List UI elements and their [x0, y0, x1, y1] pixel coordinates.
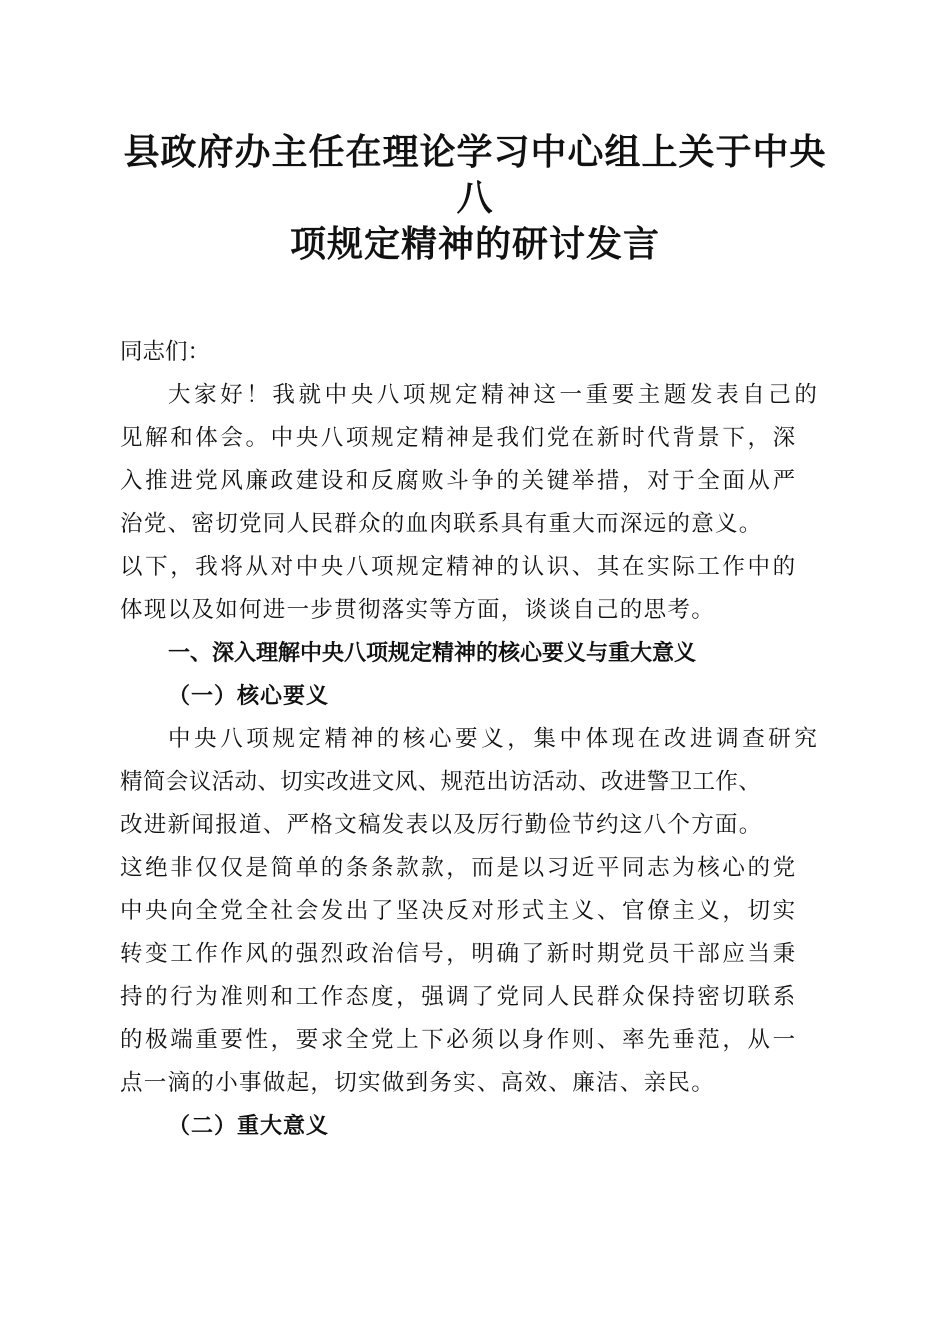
paragraph-line: 的极端重要性，要求全党上下必须以身作则、率先垂范，从一: [120, 1027, 798, 1053]
paragraph-line: 点一滴的小事做起，切实做到务实、高效、廉洁、亲民。: [120, 1070, 716, 1096]
paragraph-line: 以下，我将从对中央八项规定精神的认识、其在实际工作中的: [120, 554, 798, 580]
paragraph-line: 这绝非仅仅是简单的条条款款，而是以习近平同志为核心的党: [120, 855, 798, 881]
title-line: 项规定精神的研讨发言: [289, 224, 660, 265]
paragraph-line: 改进新闻报道、严格文稿发表以及厉行勤俭节约这八个方面。: [120, 812, 763, 838]
paragraph-line: 见解和体会。中央八项规定精神是我们党在新时代背景下，深: [120, 425, 798, 451]
salutation: 同志们：: [120, 339, 211, 365]
paragraph-line: 持的行为准则和工作态度，强调了党同人民群众保持密切联系: [120, 984, 798, 1010]
intro-paragraph: [120, 374, 830, 632]
title-line: 县政府办主任在理论学习中心组上关于中央八: [123, 132, 827, 219]
subsection-heading: （一）核心要义: [168, 683, 330, 709]
section-heading: 一、深入理解中央八项规定精神的核心要义与重大意义: [168, 641, 697, 666]
paragraph-line: 体现以及如何进一步贯彻落实等方面，谈谈自己的思考。: [120, 597, 716, 623]
core-paragraph: [120, 718, 830, 1105]
document-page: [120, 130, 830, 1148]
subsection-heading: （二）重大意义: [168, 1113, 330, 1139]
paragraph-line: 入推进党风廉政建设和反腐败斗争的关键举措，对于全面从严: [120, 468, 798, 494]
paragraph-line: 精简会议活动、切实改进文风、规范出访活动、改进警卫工作、: [120, 769, 762, 795]
paragraph-line: 中央向全党全社会发出了坚决反对形式主义、官僚主义，切实: [120, 898, 798, 924]
paragraph-line: 中央八项规定精神的核心要义，集中体现在改进调查研究: [168, 726, 821, 752]
paragraph-line: 治党、密切党同人民群众的血肉联系具有重大而深远的意义。: [120, 511, 763, 537]
document-title: [120, 130, 830, 268]
paragraph-line: 大家好！我就中央八项规定精神这一重要主题发表自己的: [168, 382, 821, 408]
paragraph-line: 转变工作作风的强烈政治信号，明确了新时期党员干部应当秉: [120, 941, 798, 967]
